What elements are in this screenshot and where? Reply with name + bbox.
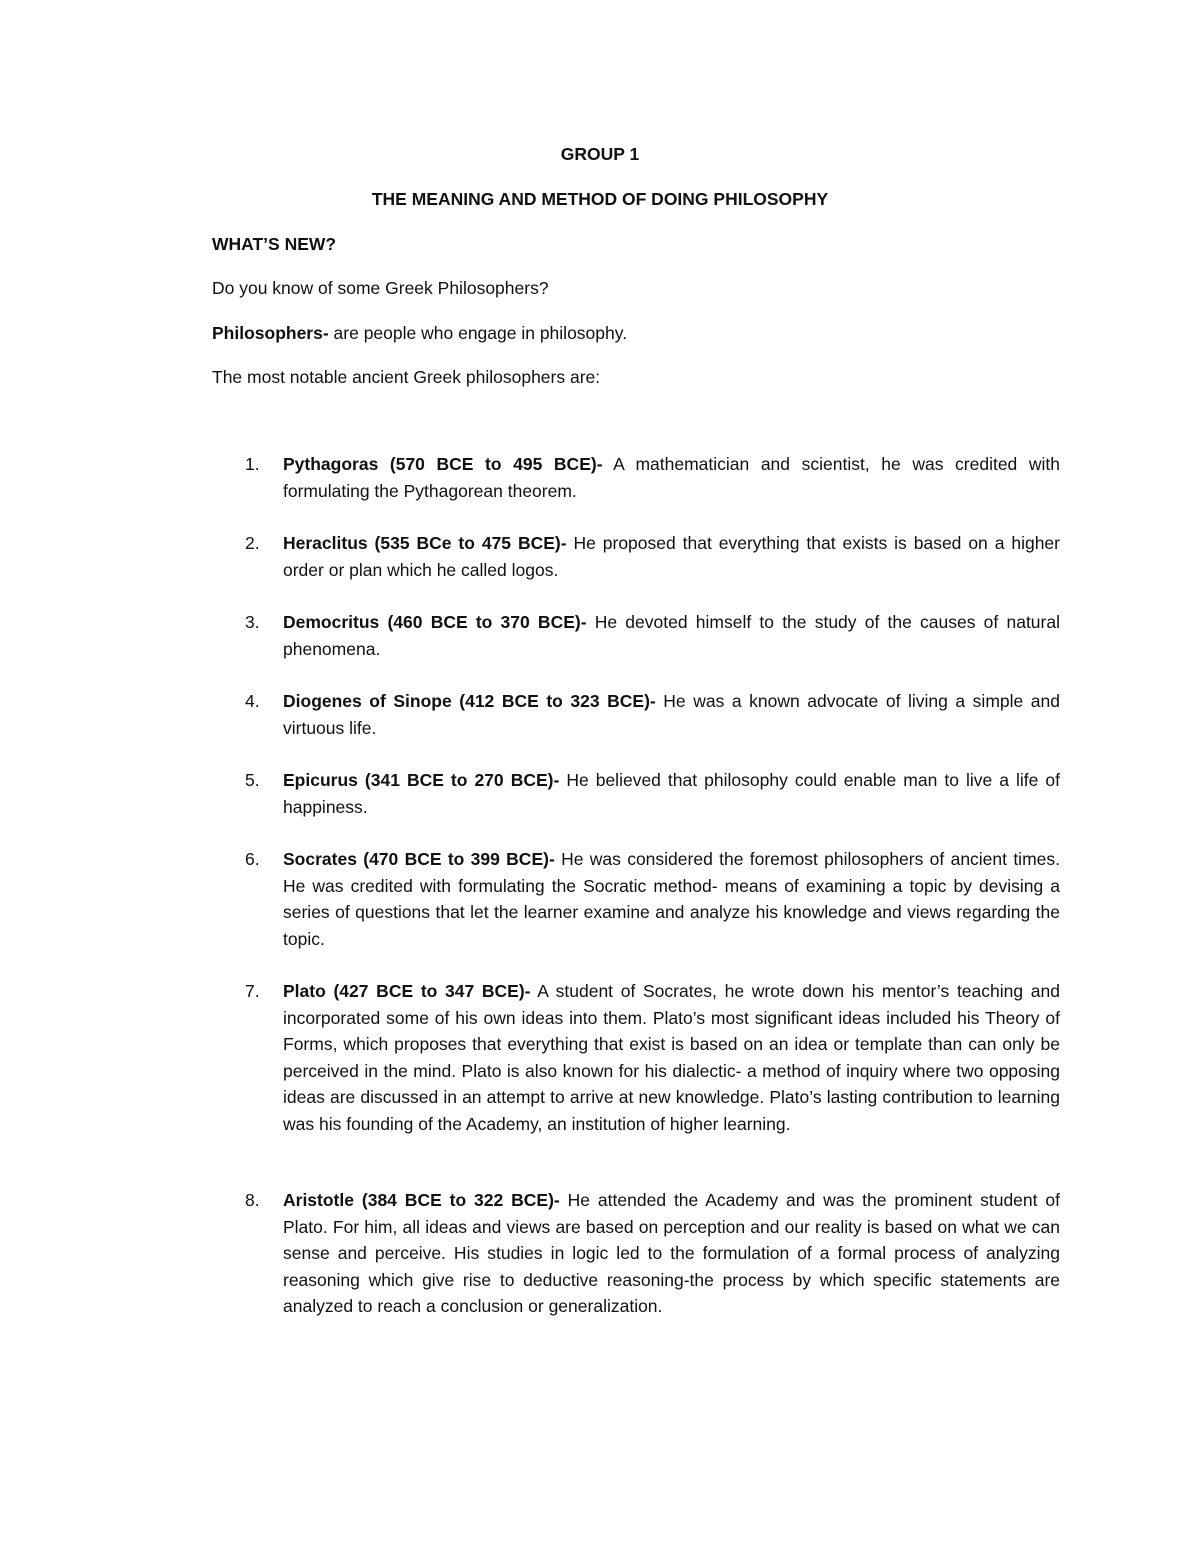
list-item [245,530,1060,583]
philosopher-name: Heraclitus (535 BCe to 475 BCE)- [283,533,567,553]
list-number: 5. [245,770,260,790]
philosopher-name: Pythagoras (570 BCE to 495 BCE)- [283,454,603,474]
list-item [245,978,1060,1138]
philosopher-name: Diogenes of Sinope (412 BCE to 323 BCE)- [283,691,656,711]
list-item [245,609,1060,662]
philosopher-name: Democritus (460 BCE to 370 BCE)- [283,612,587,632]
definition-text: are people who engage in philosophy. [328,323,628,343]
list-number: 2. [245,533,260,553]
list-number: 3. [245,612,260,632]
philosopher-name: Socrates (470 BCE to 399 BCE)- [283,849,555,869]
philosopher-description: He attended the Academy and was the prominent student of Plato. For him, all ideas and views are based on perception and our reality is based on what we can sense and perceive. His studies in logic led to the formulation of a formal process of analyzing reasoning which give rise to deductive reasoning-the process by which specific statements are analyzed to reach a conclusion or generalization. [283,1190,1060,1317]
intro-text: The most notable ancient Greek philosophers are: [212,367,601,387]
definition-paragraph [212,320,627,347]
philosopher-description: A student of Socrates, he wrote down his mentor’s teaching and incorporated some of his own ideas into them. Plato’s most significant ideas included his Theory of Forms, which proposes that everything that exist is based on an idea or template than can only be perceived in the mind. Plato is also known for his dialectic- a method of inquiry where two opposing ideas are discussed in an attempt to arrive at new knowledge. Plato’s lasting contribution to learning was his founding of the Academy, an institution of higher learning. [283,981,1060,1134]
list-item-body [283,767,1060,820]
philosopher-description: He was considered the foremost philosophers of ancient times. He was credited with formulating the Socratic method- means of examining a topic by devising a series of questions that let the learner examine and analyze his knowledge and views regarding the topic. [283,849,1060,949]
question-text: Do you know of some Greek Philosophers? [212,278,549,298]
list-item-body [283,609,1060,662]
list-item-body [283,978,1060,1138]
definition-term: Philosophers- [212,323,329,343]
main-title: THE MEANING AND METHOD OF DOING PHILOSOPHY [371,189,829,209]
philosopher-name: Plato (427 BCE to 347 BCE)- [283,981,531,1001]
philosopher-description: He believed that philosophy could enable man to live a life of happiness. [283,770,1060,817]
list-item [245,451,1060,504]
philosopher-name: Aristotle (384 BCE to 322 BCE)- [283,1190,560,1210]
list-item-body [283,688,1060,741]
philosopher-name: Epicurus (341 BCE to 270 BCE)- [283,770,560,790]
section-heading: WHAT’S NEW? [212,234,337,254]
list-item-body [283,846,1060,952]
list-item [245,688,1060,741]
list-item-body [283,530,1060,583]
list-number: 6. [245,849,260,869]
philosopher-description: He proposed that everything that exists is based on a higher order or plan which he called logos. [283,533,1060,580]
group-title: GROUP 1 [560,144,640,164]
list-item-body [283,451,1060,504]
philosopher-description: He devoted himself to the study of the causes of natural phenomena. [283,612,1060,659]
list-item [245,767,1060,820]
list-item [245,1187,1060,1320]
list-number: 1. [245,454,260,474]
list-number: 4. [245,691,260,711]
list-item [245,846,1060,952]
list-number: 8. [245,1190,260,1210]
philosopher-description: He was a known advocate of living a simple and virtuous life. [283,691,1060,738]
philosopher-description: A mathematician and scientist, he was credited with formulating the Pythagorean theorem. [283,454,1060,501]
list-number: 7. [245,981,260,1001]
list-item-body [283,1187,1060,1320]
